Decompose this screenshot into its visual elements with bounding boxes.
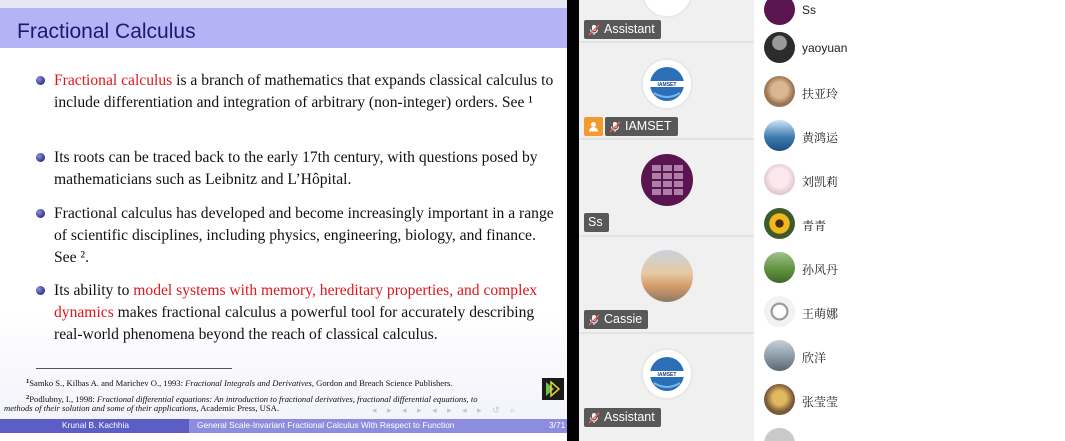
video-tile[interactable] [579, 334, 754, 441]
iamset-logo-icon [641, 58, 693, 110]
iamset-logo-icon [641, 348, 693, 400]
avatar [764, 120, 795, 151]
footnote-2-cont: methods of their solution and some of their applications, Academic Press, USA. [4, 403, 279, 413]
participant-row[interactable] [754, 421, 1065, 441]
avatar [764, 76, 795, 107]
participant-name: 欣洋 [802, 351, 827, 365]
bullet-text-3: Fractional calculus has developed and become increasingly important in a range of scientific disciplines, including physics, engineering, biology, and finance. See ². [54, 205, 554, 266]
footnote-rule [36, 368, 232, 369]
name-tag: Ss [584, 213, 609, 232]
footer-page-number: 3/71 [549, 420, 566, 430]
footnote-1: $^1$Samko S., Kilbas A. and Marichev O., 1993: Fractional Integrals and Derivatives, Gordon and Breach Science Publishers. [26, 378, 453, 388]
highlight-text: model systems with memory, hereditary properties, and complex dynamics [54, 282, 538, 321]
avatar [764, 384, 795, 415]
participant-name: yaoyuan [802, 41, 848, 55]
participant-name: 孙风丹 [802, 263, 839, 277]
video-tile[interactable] [579, 237, 754, 332]
avatar [764, 32, 795, 63]
avatar [764, 340, 795, 371]
mic-muted-icon [588, 24, 600, 36]
bullet-icon [36, 206, 50, 220]
mic-muted-icon [588, 412, 600, 424]
iamset-logo-icon [641, 0, 693, 18]
avatar [764, 428, 795, 441]
video-tile[interactable] [579, 43, 754, 138]
highlight-text: Fractional calculus [54, 72, 173, 89]
avatar [764, 208, 795, 239]
panel-divider[interactable] [567, 0, 579, 441]
participant-row[interactable] [754, 113, 1065, 157]
svg-text:IAMSET: IAMSET [657, 372, 677, 378]
slide-top-strip [0, 0, 567, 8]
bullet-icon [36, 150, 50, 164]
avatar [641, 0, 693, 18]
footnote-2: $^2$Podlubny, I., 1998: Fractional differential equations: An introduction to fractional derivatives, fractional differential equations, to [26, 394, 478, 404]
landscape-photo-icon [641, 250, 693, 302]
participant-row[interactable] [754, 289, 1065, 333]
avatar [764, 296, 795, 327]
participant-row[interactable] [754, 157, 1065, 201]
mic-muted-icon [609, 121, 621, 133]
participant-name: 黄鸿运 [802, 131, 839, 145]
calligraphy-avatar-icon [641, 154, 693, 206]
mic-muted-icon [588, 314, 600, 326]
participant-list [754, 0, 1065, 441]
video-tile[interactable] [579, 0, 754, 41]
beamer-nav-icons[interactable]: ◂ ▸ ◂ ▸ ◂ ▸ ◂ ▸ ↺ ⌕ [372, 405, 520, 415]
participant-name: 张莹莹 [802, 395, 839, 409]
university-logo-icon [542, 378, 564, 400]
avatar [764, 0, 795, 25]
participant-name: Ss [802, 3, 817, 17]
bullet-icon [36, 73, 50, 87]
name-tag: Assistant [584, 20, 661, 39]
svg-text:IAMSET: IAMSET [657, 82, 677, 88]
name-tag: Cassie [584, 310, 648, 329]
bullet-text-1: Fractional calculus is a branch of mathematics that expands classical calculus to include differentiation and integration of arbitrary (non-integer) orders. See ¹ [54, 72, 554, 111]
avatar [764, 252, 795, 283]
host-badge-icon [584, 117, 603, 136]
bullet-icon [36, 283, 50, 297]
avatar [641, 250, 693, 302]
avatar [764, 164, 795, 195]
video-gallery [579, 0, 754, 441]
participant-row[interactable] [754, 333, 1065, 377]
avatar [641, 348, 693, 400]
footer-author: Krunal B. Kachhia [62, 420, 130, 430]
participant-row[interactable] [754, 25, 1065, 69]
footer-talk-title: General Scale-Invariant Fractional Calculus With Respect to Function [197, 420, 455, 430]
avatar [641, 58, 693, 110]
video-tile[interactable] [579, 140, 754, 235]
slide-title: Fractional Calculus [17, 20, 196, 43]
participant-name: 王萌娜 [802, 307, 839, 321]
name-tag: Assistant [584, 408, 661, 427]
participant-name: 扶亚玲 [802, 87, 839, 101]
bullet-text-4: Its ability to model systems with memory, hereditary properties, and complex dynamics makes fractional calculus a powerful tool for accurately describing real-world phenomena beyond the reach of classical calculus. [54, 282, 538, 343]
name-tag: IAMSET [605, 117, 678, 136]
participant-row[interactable] [754, 69, 1065, 113]
participant-name: 青青 [802, 219, 827, 233]
participant-row[interactable] [754, 245, 1065, 289]
avatar [641, 154, 693, 206]
participant-name: 刘凯莉 [802, 175, 839, 189]
participant-row[interactable] [754, 377, 1065, 421]
bullet-text-2: Its roots can be traced back to the early 17th century, with questions posed by mathematicians such as Leibnitz and L’Hôpital. [54, 149, 538, 188]
participant-row[interactable] [754, 201, 1065, 245]
